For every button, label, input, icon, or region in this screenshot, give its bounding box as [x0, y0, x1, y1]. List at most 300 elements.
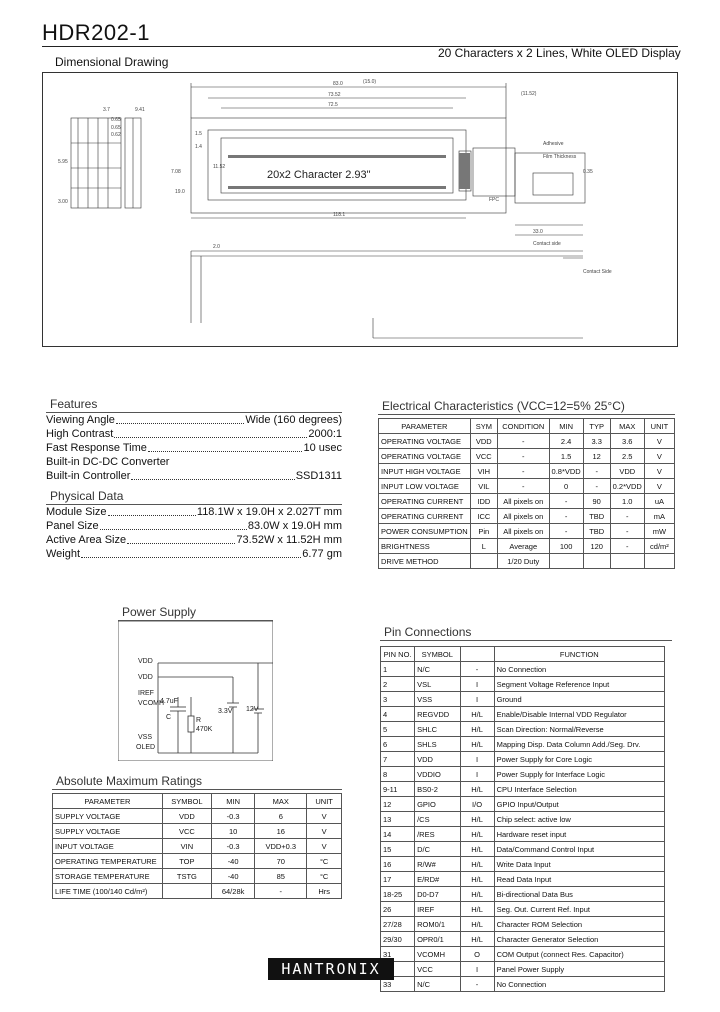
table-row [379, 539, 675, 554]
dim-label: 1.5 [195, 131, 202, 137]
column-header: PARAMETER [53, 794, 163, 809]
table-row [381, 962, 665, 977]
table-cell: Panel Power Supply [494, 962, 664, 977]
column-header: CONDITION [497, 419, 549, 434]
table-row [381, 887, 665, 902]
column-header [460, 647, 494, 662]
table-cell: H/L [460, 782, 494, 797]
table-cell: Enable/Disable Internal VDD Regulator [494, 707, 664, 722]
table-cell: V [644, 434, 674, 449]
dim-label: 3.7 [103, 107, 110, 113]
table-row [379, 449, 675, 464]
table-cell: OPERATING CURRENT [379, 494, 471, 509]
table-row [381, 767, 665, 782]
table-row [381, 857, 665, 872]
table-cell: 70 [255, 854, 307, 869]
table-row [379, 434, 675, 449]
physical-item-label: Module Size [46, 506, 107, 518]
features-item [46, 413, 342, 427]
ps-label: VCOMH [138, 700, 165, 707]
table-cell: -40 [211, 854, 254, 869]
dim-label: 3.00 [58, 199, 68, 205]
features-item-label: High Contrast [46, 428, 114, 440]
physical-item-label: Panel Size [46, 520, 99, 532]
table-row [381, 917, 665, 932]
column-header: FUNCTION [494, 647, 664, 662]
table-cell: All pixels on [497, 494, 549, 509]
table-cell: VDDIO [415, 767, 460, 782]
table-header-row [381, 647, 665, 662]
table-cell: VDD [415, 752, 460, 767]
column-header: MAX [255, 794, 307, 809]
leader-dots [127, 533, 235, 544]
table-cell: 2.5 [610, 449, 644, 464]
table-cell: Power Supply for Core Logic [494, 752, 664, 767]
table-cell: D/C [415, 842, 460, 857]
dim-label: 19.0 [175, 189, 185, 195]
table-cell: - [460, 662, 494, 677]
table-cell [549, 554, 583, 569]
column-header: MIN [211, 794, 254, 809]
table-row [53, 809, 342, 824]
table-cell: -40 [211, 869, 254, 884]
table-cell: mA [644, 509, 674, 524]
table-cell: 27/28 [381, 917, 415, 932]
table-cell [162, 884, 211, 899]
table-cell: 2.4 [549, 434, 583, 449]
table-cell: INPUT LOW VOLTAGE [379, 479, 471, 494]
table-cell: Segment Voltage Reference Input [494, 677, 664, 692]
dim-label: 0.35 [583, 169, 593, 175]
drawing-svg [43, 73, 679, 348]
table-row [381, 872, 665, 887]
table-cell: VCC [470, 449, 497, 464]
table-cell: 90 [583, 494, 610, 509]
ps-label: IREF [138, 690, 154, 697]
physical-item-value: 6.77 gm [302, 548, 342, 560]
table-cell: VCC [415, 962, 460, 977]
table-cell: Character Generator Selection [494, 932, 664, 947]
physical-item-value: 83.0W x 19.0H mm [247, 520, 342, 532]
table-cell: Average [497, 539, 549, 554]
table-row [381, 662, 665, 677]
dim-label: 9.41 [135, 107, 145, 113]
table-cell: O [460, 947, 494, 962]
table-cell: I [460, 677, 494, 692]
dim-label: 1.4 [195, 144, 202, 150]
table-cell: L [470, 539, 497, 554]
table-cell: - [549, 509, 583, 524]
pin-connections-section [380, 624, 672, 992]
table-cell: VSS [415, 692, 460, 707]
table-cell [583, 554, 610, 569]
page-title: HDR202-1 [42, 20, 150, 45]
table-cell: - [583, 464, 610, 479]
ps-label: C [166, 714, 172, 721]
table-row [53, 869, 342, 884]
table-cell: - [583, 479, 610, 494]
table-cell: ROM0/1 [415, 917, 460, 932]
table-row [381, 752, 665, 767]
table-cell: 13 [381, 812, 415, 827]
features-item [46, 455, 342, 469]
table-row [381, 902, 665, 917]
dimensional-drawing [42, 72, 678, 347]
table-cell: I [460, 962, 494, 977]
power-supply-section [118, 604, 273, 766]
table-row [379, 554, 675, 569]
dim-label: 2.0 [213, 244, 220, 250]
table-cell: COM Output (connect Res. Capacitor) [494, 947, 664, 962]
leader-dots [116, 413, 244, 424]
table-cell: No Connection [494, 977, 664, 992]
table-cell: 0.8*VDD [549, 464, 583, 479]
table-row [53, 854, 342, 869]
column-header: PARAMETER [379, 419, 471, 434]
table-cell: INPUT VOLTAGE [53, 839, 163, 854]
table-row [381, 677, 665, 692]
table-cell: H/L [460, 842, 494, 857]
physical-item-value: 73.52W x 11.52H mm [236, 534, 342, 546]
table-row [53, 824, 342, 839]
table-cell: V [307, 839, 342, 854]
table-cell: Write Data Input [494, 857, 664, 872]
table-cell: Chip select: active low [494, 812, 664, 827]
table-cell: H/L [460, 857, 494, 872]
ps-label: OLED [136, 744, 156, 751]
table-cell: 10 [211, 824, 254, 839]
electrical-table [378, 418, 675, 569]
table-cell: VCOMH [415, 947, 460, 962]
leader-dots [100, 519, 247, 530]
table-cell: 1 [381, 662, 415, 677]
table-cell: VDD [470, 434, 497, 449]
table-cell: - [497, 449, 549, 464]
dim-label: 33.0 [533, 229, 543, 235]
table-cell: 12 [583, 449, 610, 464]
table-cell: 16 [255, 824, 307, 839]
pin-connections-heading: Pin Connections [380, 624, 672, 641]
features-item-label: Built-in DC-DC Converter [46, 456, 170, 468]
table-cell: SHLC [415, 722, 460, 737]
table-cell: OPERATING VOLTAGE [379, 449, 471, 464]
table-cell: 16 [381, 857, 415, 872]
dim-label: 7.08 [171, 169, 181, 175]
table-cell: 120 [583, 539, 610, 554]
table-cell: 18-25 [381, 887, 415, 902]
table-cell: - [460, 977, 494, 992]
table-cell: - [497, 464, 549, 479]
dim-label: 0.65 [111, 117, 121, 123]
table-cell: I [460, 767, 494, 782]
ps-label: 12V [246, 706, 259, 713]
table-row [381, 707, 665, 722]
table-cell: STORAGE TEMPERATURE [53, 869, 163, 884]
table-cell: H/L [460, 737, 494, 752]
table-cell: SUPPLY VOLTAGE [53, 809, 163, 824]
leader-dots [148, 441, 303, 452]
features-section [46, 396, 342, 483]
table-cell: 17 [381, 872, 415, 887]
pin-connections-table [380, 646, 665, 992]
table-cell: H/L [460, 902, 494, 917]
table-row [381, 932, 665, 947]
table-cell: 100 [549, 539, 583, 554]
table-cell: 5 [381, 722, 415, 737]
table-cell: TOP [162, 854, 211, 869]
table-cell: - [610, 539, 644, 554]
table-cell: I [460, 692, 494, 707]
column-header: UNIT [307, 794, 342, 809]
power-supply-schematic [118, 621, 273, 761]
table-cell: V [307, 824, 342, 839]
table-cell: mW [644, 524, 674, 539]
table-cell: Hrs [307, 884, 342, 899]
table-cell: SHLS [415, 737, 460, 752]
table-cell: N/C [415, 977, 460, 992]
dim-label: Contact Side [583, 269, 612, 275]
table-cell: OPERATING VOLTAGE [379, 434, 471, 449]
table-cell: VCC [162, 824, 211, 839]
physical-section [46, 488, 342, 561]
table-cell: V [644, 449, 674, 464]
physical-item-label: Active Area Size [46, 534, 127, 546]
table-cell: /CS [415, 812, 460, 827]
table-cell: 2 [381, 677, 415, 692]
table-cell: VIL [470, 479, 497, 494]
physical-item [46, 533, 342, 547]
table-cell: V [307, 809, 342, 824]
table-header-row [379, 419, 675, 434]
table-row [381, 797, 665, 812]
column-header: TYP [583, 419, 610, 434]
table-cell: 31 [381, 947, 415, 962]
table-cell: 1.0 [610, 494, 644, 509]
dim-label: Contact side [533, 241, 561, 247]
hantronix-logo: HANTRONIX [268, 958, 394, 980]
absolute-ratings-heading: Absolute Maximum Ratings [52, 773, 342, 790]
physical-item [46, 505, 342, 519]
table-row [53, 884, 342, 899]
table-cell: °C [307, 854, 342, 869]
physical-item [46, 519, 342, 533]
table-cell: POWER CONSUMPTION [379, 524, 471, 539]
table-cell: 1.5 [549, 449, 583, 464]
table-cell: Pin [470, 524, 497, 539]
table-cell: INPUT HIGH VOLTAGE [379, 464, 471, 479]
table-cell: 3.3 [583, 434, 610, 449]
table-cell: - [549, 494, 583, 509]
table-cell: E/RD# [415, 872, 460, 887]
column-header: MAX [610, 419, 644, 434]
table-row [381, 842, 665, 857]
table-cell: 85 [255, 869, 307, 884]
physical-item-value: 118.1W x 19.0H x 2.027T mm [196, 506, 342, 518]
table-cell: VSL [415, 677, 460, 692]
dim-label: 11.52 [213, 164, 226, 170]
dim-label: FPC [489, 197, 499, 203]
table-cell: Scan Direction: Normal/Reverse [494, 722, 664, 737]
table-cell: VIN [162, 839, 211, 854]
table-row [379, 494, 675, 509]
table-row [53, 839, 342, 854]
table-cell: N/C [415, 662, 460, 677]
dim-label: (11.52) [521, 91, 537, 97]
absolute-ratings-section [52, 773, 342, 899]
table-row [381, 692, 665, 707]
table-cell: DRIVE METHOD [379, 554, 471, 569]
physical-heading: Physical Data [46, 488, 342, 505]
dim-label: 72.5 [328, 102, 338, 108]
table-cell: IREF [415, 902, 460, 917]
dim-label: Film Thickness [543, 154, 577, 160]
table-cell: H/L [460, 812, 494, 827]
table-cell: All pixels on [497, 509, 549, 524]
table-cell: VDD [610, 464, 644, 479]
features-item-value: 2000:1 [308, 428, 342, 440]
table-cell: H/L [460, 827, 494, 842]
table-cell: OPERATING TEMPERATURE [53, 854, 163, 869]
table-cell: Read Data Input [494, 872, 664, 887]
table-cell: -0.3 [211, 809, 254, 824]
features-item-label: Built-in Controller [46, 470, 131, 482]
table-cell: D0-D7 [415, 887, 460, 902]
table-cell: CPU Interface Selection [494, 782, 664, 797]
dim-label: 5.95 [58, 159, 68, 165]
table-cell: 3 [381, 692, 415, 707]
table-cell: H/L [460, 707, 494, 722]
drawing-display-text: 20x2 Character 2.93" [267, 169, 371, 181]
column-header: SYMBOL [415, 647, 460, 662]
table-cell: GPIO Input/Output [494, 797, 664, 812]
absolute-ratings-table [52, 793, 342, 899]
table-cell: V [644, 479, 674, 494]
features-heading: Features [46, 396, 342, 413]
page-subtitle: 20 Characters x 2 Lines, White OLED Display [438, 46, 681, 60]
table-cell: SUPPLY VOLTAGE [53, 824, 163, 839]
column-header: UNIT [644, 419, 674, 434]
table-cell: I/O [460, 797, 494, 812]
table-row [381, 812, 665, 827]
table-cell: TBD [583, 509, 610, 524]
table-cell: H/L [460, 887, 494, 902]
table-cell [644, 554, 674, 569]
table-cell: LIFE TIME (100/140 Cd/m²) [53, 884, 163, 899]
table-cell: 6 [255, 809, 307, 824]
table-cell: Bi-directional Data Bus [494, 887, 664, 902]
table-cell: Character ROM Selection [494, 917, 664, 932]
table-cell: 7 [381, 752, 415, 767]
table-cell: 15 [381, 842, 415, 857]
table-cell: - [610, 509, 644, 524]
table-cell: Mapping Disp. Data Column Add./Seg. Drv. [494, 737, 664, 752]
features-item-value: 10 usec [303, 442, 342, 454]
table-cell: Ground [494, 692, 664, 707]
features-item [46, 469, 342, 483]
table-cell: 0.2*VDD [610, 479, 644, 494]
table-cell: I [460, 752, 494, 767]
leader-dots [81, 547, 301, 558]
table-cell: - [255, 884, 307, 899]
table-row [379, 509, 675, 524]
table-row [381, 782, 665, 797]
table-cell: H/L [460, 722, 494, 737]
table-row [379, 479, 675, 494]
table-cell: -0.3 [211, 839, 254, 854]
table-cell: 8 [381, 767, 415, 782]
dim-label: 73.52 [328, 92, 341, 98]
table-cell: Hardware reset input [494, 827, 664, 842]
ps-label: 4.7uF [160, 698, 178, 705]
dim-label: 118.1 [333, 212, 346, 218]
features-item-label: Fast Response Time [46, 442, 147, 454]
table-cell: 29/30 [381, 932, 415, 947]
table-cell: OPERATING CURRENT [379, 509, 471, 524]
table-cell: 14 [381, 827, 415, 842]
table-cell: VDD [162, 809, 211, 824]
table-cell: /RES [415, 827, 460, 842]
table-cell: 4 [381, 707, 415, 722]
leader-dots [170, 455, 341, 465]
table-cell: 33 [381, 977, 415, 992]
table-cell: °C [307, 869, 342, 884]
table-cell: H/L [460, 932, 494, 947]
table-cell [470, 554, 497, 569]
table-cell: VDD+0.3 [255, 839, 307, 854]
table-cell: All pixels on [497, 524, 549, 539]
table-cell: 12 [381, 797, 415, 812]
table-cell: BRIGHTNESS [379, 539, 471, 554]
dim-label: 83.0 [333, 81, 343, 87]
table-cell: GPIO [415, 797, 460, 812]
features-item-value: SSD1311 [295, 470, 342, 482]
leader-dots [114, 427, 307, 438]
features-item-label: Viewing Angle [46, 414, 115, 426]
column-header: PIN NO. [381, 647, 415, 662]
dim-label: 0.62 [111, 132, 121, 138]
table-row [381, 827, 665, 842]
table-cell: 26 [381, 902, 415, 917]
features-item [46, 441, 342, 455]
table-cell: - [610, 524, 644, 539]
table-cell: 6 [381, 737, 415, 752]
table-cell: - [497, 434, 549, 449]
leader-dots [108, 505, 196, 516]
table-cell: 9-11 [381, 782, 415, 797]
dimensional-drawing-label: Dimensional Drawing [55, 55, 169, 69]
ps-label: 3.3V [218, 708, 233, 715]
table-cell: REGVDD [415, 707, 460, 722]
table-cell: - [549, 524, 583, 539]
table-cell: cd/m² [644, 539, 674, 554]
table-row [379, 524, 675, 539]
table-row [381, 722, 665, 737]
electrical-section [378, 398, 675, 569]
table-cell: uA [644, 494, 674, 509]
ps-label: VDD [138, 658, 153, 665]
column-header: SYM [470, 419, 497, 434]
dim-label: (15.0) [363, 79, 377, 85]
table-cell: BS0-2 [415, 782, 460, 797]
table-cell: VIH [470, 464, 497, 479]
table-cell: Power Supply for Interface Logic [494, 767, 664, 782]
dim-label: Adhesive [543, 141, 564, 147]
table-cell: No Connection [494, 662, 664, 677]
table-cell: TBD [583, 524, 610, 539]
electrical-heading: Electrical Characteristics (VCC=12=5% 25°C) [378, 398, 675, 415]
ps-label: VSS [138, 734, 153, 741]
ps-label: 470K [196, 726, 213, 733]
